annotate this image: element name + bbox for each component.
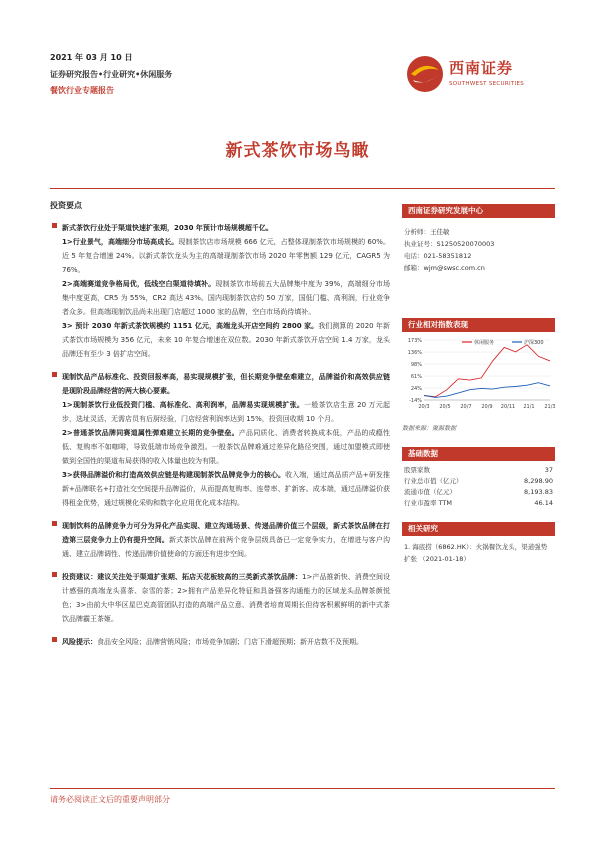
title-divider	[50, 188, 555, 189]
series-line-1	[424, 383, 550, 398]
y-tick-label: 136%	[407, 350, 422, 356]
main-content	[50, 200, 390, 658]
x-tick-label: 21/3	[544, 404, 555, 410]
analyst-panel	[402, 204, 555, 274]
paragraph: 风险提示：食品安全风险；品牌营销风险；市场竞争加剧；门店下滑超预期；新开店数不及预期。	[62, 638, 363, 646]
analyst-heading: 西南证券研究发展中心	[402, 204, 555, 218]
related-research-heading: 相关研究	[402, 522, 555, 536]
bullet-risk	[50, 635, 390, 649]
basic-data-panel	[402, 447, 555, 509]
x-tick-label: 20/11	[500, 404, 516, 410]
report-subtitle: 餐饮行业专题报告	[50, 86, 114, 95]
logo-text-cn: 西南证券	[449, 59, 514, 77]
y-tick-label: 98%	[410, 362, 422, 368]
y-tick-label: -14%	[409, 398, 422, 404]
bullet-lead: 现制饮品产品标准化、投资回报率高，易实现规模扩张，但长期竞争壁垒难建立，品牌溢价和高效供应链是现阶段品牌经营的两大核心要素。	[62, 373, 390, 395]
x-tick-label: 20/5	[439, 404, 451, 410]
paragraph: 现制饮料的品牌竞争力可分为异化产品实现、建立沟通场景、传递品牌价值三个层级，新式茶饮品牌在打造第三层竞争力上仍有提升空间。新式茶饮品牌在前两个竞争层级具备已一定竞争实力，在增进与客户沟通、建立品牌调性、传递品牌价值使命的方面还有进步空间。	[62, 522, 390, 558]
bullet-brand-levels	[50, 519, 390, 561]
basic-data-value: 37	[544, 466, 553, 474]
analyst-license: 执业证号：S1250520070003	[404, 240, 495, 248]
legend-label: 休闲服务	[474, 340, 495, 346]
index-chart-heading-wrap	[402, 318, 555, 332]
page-title: 新式茶饮市场鸟瞰	[225, 141, 370, 161]
y-tick-label: 24%	[410, 386, 422, 392]
basic-data-key: 行业总市值（亿元）	[404, 477, 463, 485]
paragraph: 2>高端赛道竞争格局优，低线空白渠道待填补。现制茶饮市场前五大品牌集中度为 39%，高端细分市场集中度更高，CR5 为 55%，CR2 高达 43%。国内现制茶饮店约 50 万家，国低门槛、高利润，行业竞争者众多。但高端现制饮品尚未出现门店超过 1000 家的品牌，空白市场尚待填补。	[62, 280, 390, 316]
section-heading: 投资要点	[50, 201, 82, 210]
basic-data-heading: 基础数据	[402, 447, 555, 461]
paragraph: 2>普通茶饮品牌同赛道属性弹难建立长期的竞争壁垒。产品同质化、消费者转换成本低，产品的成瘾性低、复购率不如咖啡，导致低端市场竞争激烈。一般茶饮品牌难通过差异化路径突围，通过加盟模式即使做到全国性的渠道布局获得的收入体量也较为有限。	[62, 429, 390, 465]
bullet-lead: 新式茶饮行业处于渠道快速扩张期，2030 年预计市场规模超千亿。	[62, 224, 273, 232]
basic-data-row	[402, 498, 555, 509]
footer-disclaimer: 请务必阅读正文后的重要声明部分	[50, 795, 170, 804]
company-logo	[405, 52, 555, 96]
chart-source: 数据来源：聚源数据	[402, 425, 457, 432]
index-chart-svg	[402, 334, 555, 414]
logo-mark-icon	[405, 54, 445, 94]
y-tick-label: 173%	[407, 338, 422, 344]
basic-data-value: 8,298.90	[524, 477, 553, 485]
paragraph: 1>行业景气，高端细分市场高成长。现制茶饮店市场规模 666 亿元，占整体现制茶饮市场规模的 60%。近 5 年复合增速 24%。以新式茶饮龙头为主的高端现制茶饮市场 2020 年零售额 129 亿元，CAGR5 为 76%。	[62, 238, 390, 274]
bullet-industry	[50, 221, 390, 361]
basic-data-value: 8,193.83	[524, 488, 553, 496]
x-tick-label: 21/1	[523, 404, 535, 410]
bullet-standardization	[50, 370, 390, 510]
footer-divider	[50, 788, 555, 789]
report-date: 2021 年 03 月 10 日	[50, 53, 133, 62]
bullet-investment-advice	[50, 570, 390, 626]
paragraph: 1>现制茶饮行业低投资门槛、高标准化、高利润率，品牌易实现规模扩张。一般茶饮店生意 20 万元起步，选址灵活、无需店员有后厨经验，门店经营利润率达到 15%，投资回收期 10 个月。	[62, 401, 390, 423]
logo-text-en: SOUTHWEST SECURITIES	[449, 81, 525, 87]
paragraph: 投资建议：建议关注处于渠道扩张期、拓店天花板较高的三类新式茶饮品牌：1>产品推新快、消费空间设计感强的高端龙头喜茶、奈雪的茶；2>拥有产品差异化特征和具备强客沟通能力的区域龙头品牌茶颜悦色；3>由前大中华区星巴克高管团队打造的高端产品立意、消费者培育周期长但待客积累鲜明的新中式茶饮品牌霸王茶姬。	[62, 573, 391, 623]
basic-data-key: 流通市值（亿元）	[404, 488, 456, 496]
analyst-name: 分析师：王佳敏	[404, 228, 450, 236]
basic-data-value: 46.14	[534, 499, 553, 507]
basic-data-row	[402, 487, 555, 498]
x-tick-label: 20/7	[460, 404, 472, 410]
index-chart	[402, 334, 555, 414]
paragraph: 3>获得品牌溢价和打造高效供应链是构建现制茶饮品牌竞争力的核心。收入端，通过高品质产品+研发推新+品牌联名+打造社交空间提升品牌溢价，从而提高复购率、连带率、扩新客。成本端，通过品牌溢价获得租金优势，通过规模化采购和数字化应用优化成本结构。	[62, 471, 390, 507]
basic-data-key: 行业市盈率 TTM	[404, 499, 453, 507]
index-chart-heading: 行业相对指数表现	[402, 318, 555, 332]
basic-data-row	[402, 476, 555, 487]
basic-data-row	[402, 465, 555, 476]
related-research-item[interactable]: 1. 海底捞（6862.HK）：火锅餐饮龙头，渠道强势扩张 （2021-01-18）	[404, 543, 548, 563]
y-tick-label: 61%	[410, 374, 422, 380]
report-type: 证券研究报告•行业研究•休闲服务	[50, 70, 173, 79]
related-research-panel	[402, 522, 555, 565]
paragraph: 3> 预计 2030 年新式茶饮规模约 1151 亿元，高端龙头开店空间约 2800 家。我们测算的 2020 年新式茶饮市场规模为 356 亿元，未来 10 年复合增速在双位数。2030 年新式茶饮开店空间 1.4 万家，龙头品牌还有至少 3 倍扩店空间。	[62, 322, 390, 358]
x-tick-label: 20/9	[481, 404, 493, 410]
basic-data-key: 股票家数	[404, 466, 430, 474]
analyst-phone: 电话：021-58351812	[404, 252, 472, 260]
x-tick-label: 20/3	[418, 404, 430, 410]
basic-data-table	[402, 465, 555, 509]
analyst-email[interactable]: 邮箱：wjm@swsc.com.cn	[404, 264, 485, 272]
legend-label: 沪深300	[524, 340, 544, 346]
